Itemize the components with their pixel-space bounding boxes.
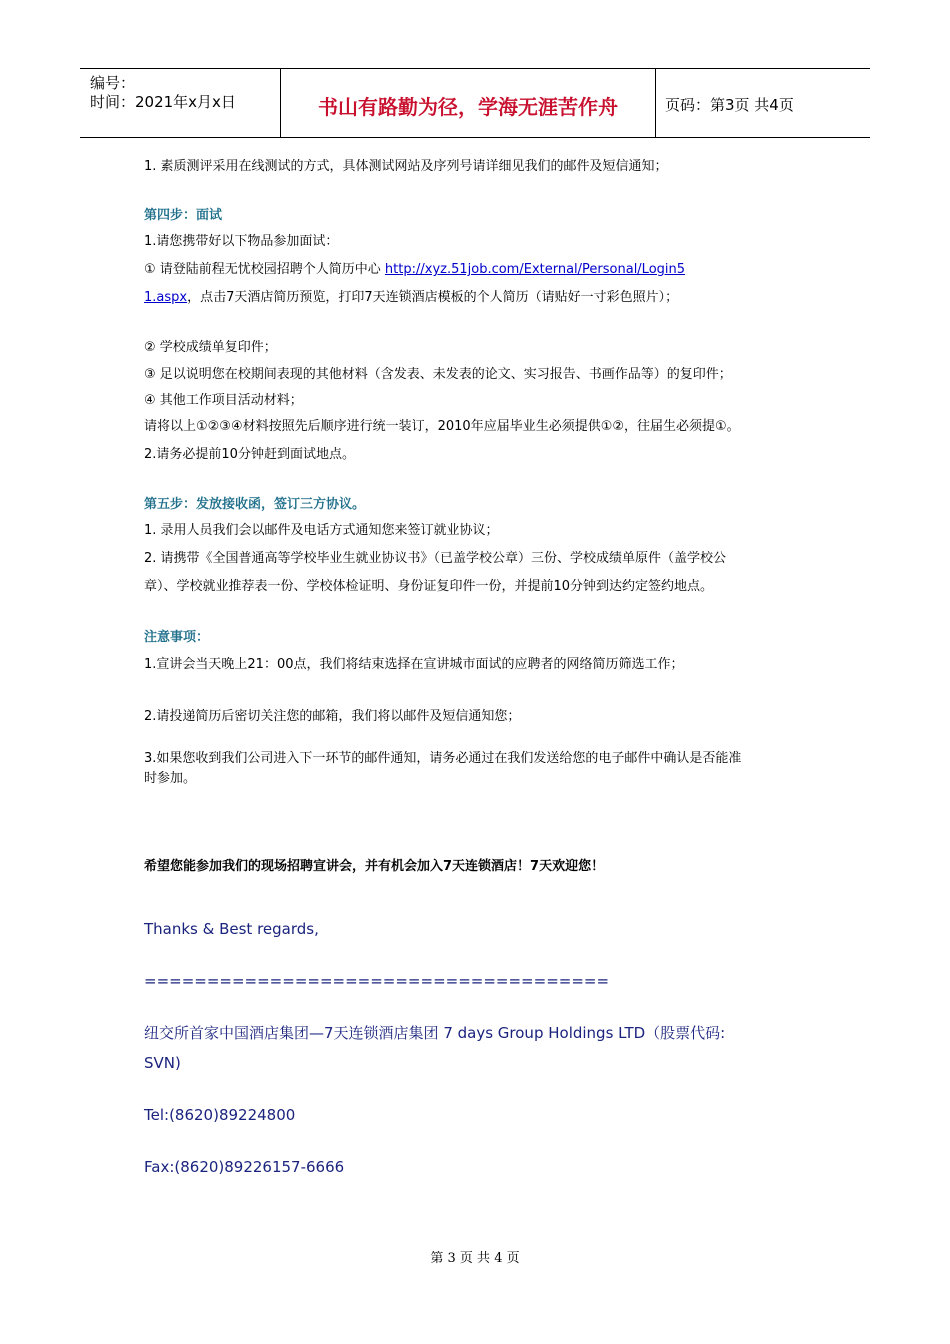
company-line2: SVN) bbox=[144, 1054, 181, 1072]
separator-line: ===================================== bbox=[144, 972, 610, 990]
page-label: 页码：第3页 共4页 bbox=[665, 96, 794, 114]
item1-line bbox=[144, 261, 685, 279]
note2: 2.请投递简历后密切关注您的邮箱，我们将以邮件及短信通知您； bbox=[144, 709, 521, 724]
step5-item1: 1. 录用人员我们会以邮件及电话方式通知您来签订就业协议； bbox=[144, 523, 499, 538]
page-footer: 第 3 页 共 4 页 bbox=[430, 1251, 520, 1266]
step5-item2-line1: 2. 请携带《全国普通高等学校毕业生就业协议书》（已盖学校公章）三份、学校成绩单原件（盖学校公 bbox=[144, 551, 727, 566]
binding-note: 请将以上①②③④材料按照先后顺序进行统一装订，2010年应届毕业生必须提供①②，往届生必须提①。 bbox=[144, 419, 740, 434]
item1-prefix: ① 请登陆前程无忧校园招聘个人简历中心 bbox=[144, 262, 385, 277]
motto: 书山有路勤为径，学海无涯苦作舟 bbox=[318, 95, 618, 119]
tel-line: Tel:(8620)89224800 bbox=[144, 1106, 296, 1124]
step5-item2-line2: 章）、学校就业推荐表一份、学校体检证明、身份证复印件一份，并提前10分钟到达约定签约地点。 bbox=[144, 579, 714, 594]
header-right-cell bbox=[655, 69, 870, 137]
note3-line1: 3.如果您收到我们公司进入下一环节的邮件通知，请务必通过在我们发送给您的电子邮件中确认是否能准 bbox=[144, 751, 742, 766]
resume-center-link[interactable]: http://xyz.51job.com/External/Personal/Login5 bbox=[384, 262, 686, 277]
serial-label: 编号： bbox=[90, 74, 136, 92]
step5-title: 第五步：发放接收函，签订三方协议。 bbox=[144, 497, 366, 512]
note3-line2: 时参加。 bbox=[144, 771, 197, 786]
item1-line2 bbox=[144, 289, 678, 307]
item1-suffix: ，点击7天酒店简历预览，打印7天连锁酒店模板的个人简历（请贴好一寸彩色照片）； bbox=[187, 290, 679, 305]
note1: 1.宣讲会当天晚上21：00点，我们将结束选择在宣讲城市面试的应聘者的网络简历筛选工作； bbox=[144, 657, 684, 672]
notes-title: 注意事项： bbox=[144, 630, 210, 645]
header-left-cell bbox=[80, 69, 280, 137]
thanks-line: Thanks & Best regards, bbox=[144, 920, 319, 938]
closing-message: 希望您能参加我们的现场招聘宣讲会，并有机会加入7天连锁酒店！7天欢迎您！ bbox=[144, 859, 605, 874]
time-label: 时间：2021年x月x日 bbox=[90, 93, 236, 111]
resume-center-link-cont[interactable]: 1.aspx bbox=[144, 290, 188, 305]
step4-intro: 1.请您携带好以下物品参加面试： bbox=[144, 234, 339, 249]
item3: ③ 足以说明您在校期间表现的其他材料（含发表、未发表的论文、实习报告、书画作品等）的复印件； bbox=[144, 367, 732, 382]
arrive-note: 2.请务必提前10分钟赶到面试地点。 bbox=[144, 447, 355, 462]
header-motto-cell bbox=[280, 69, 656, 137]
item4: ④ 其他工作项目活动材料； bbox=[144, 393, 303, 408]
company-line1: 纽交所首家中国酒店集团—7天连锁酒店集团 7 days Group Holdings LTD（股票代码: bbox=[144, 1024, 726, 1042]
page-header bbox=[80, 68, 870, 138]
step4-title: 第四步：面试 bbox=[144, 208, 223, 223]
item2: ② 学校成绩单复印件； bbox=[144, 340, 277, 355]
fax-line: Fax:(8620)89226157-6666 bbox=[144, 1158, 345, 1176]
test-note: 1. 素质测评采用在线测试的方式，具体测试网站及序列号请详细见我们的邮件及短信通知； bbox=[144, 159, 668, 174]
